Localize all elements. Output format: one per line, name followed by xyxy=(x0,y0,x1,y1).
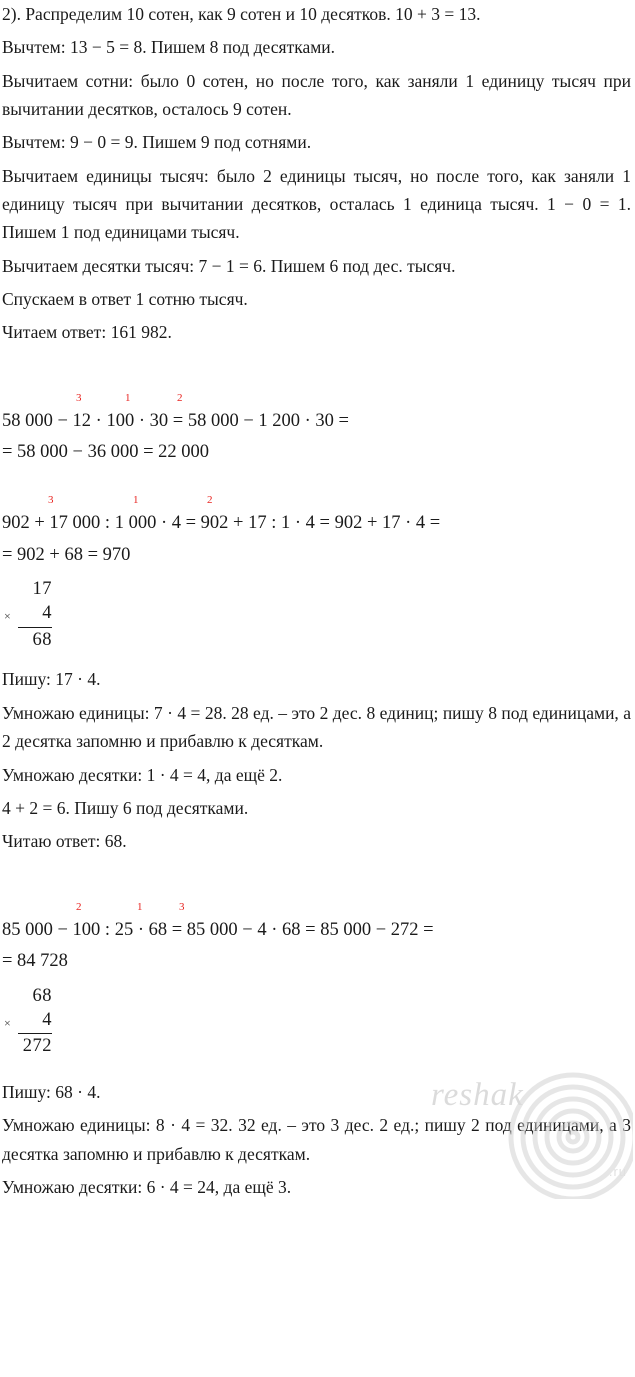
factor-bottom: 4 xyxy=(42,603,52,624)
expression-line: = 84 728 xyxy=(2,951,68,972)
operation-order-marks xyxy=(0,901,635,916)
multiplication-row xyxy=(18,985,52,1009)
paragraph: Вычтем: 9 − 0 = 9. Пишем 9 под сотнями. xyxy=(2,132,312,153)
order-mark: 1 xyxy=(137,900,143,913)
factor-top: 68 xyxy=(32,985,52,1006)
vertical-spacer xyxy=(0,1065,635,1078)
paragraph: Спускаем в ответ 1 сотню тысяч. xyxy=(2,289,248,310)
expression-block-1 xyxy=(0,392,635,467)
operation-order-marks xyxy=(0,392,635,407)
vertical-spacer xyxy=(0,861,635,901)
order-mark: 1 xyxy=(125,391,131,404)
paragraph: Умножаю десятки: 1 · 4 = 4, да ещё 2. xyxy=(2,764,283,785)
order-mark: 2 xyxy=(207,494,213,507)
paragraph: Читаем ответ: 161 982. xyxy=(2,322,172,343)
expression-line: 902 + 17 000 : 1 000 · 4 = 902 + 17 : 1 · 4 = 902 + 17 · 4 = xyxy=(2,513,441,534)
multiplication-row xyxy=(4,602,52,626)
paragraph: Читаю ответ: 68. xyxy=(2,831,127,852)
expression-line: 85 000 − 100 : 25 · 68 = 85 000 − 4 · 68 = 85 000 − 272 = xyxy=(2,919,434,940)
multiplication-sign-icon: × xyxy=(4,1015,11,1030)
expression-line: 58 000 − 12 · 100 · 30 = 58 000 − 1 200 · 30 = xyxy=(2,410,349,431)
order-mark: 3 xyxy=(179,900,185,913)
paragraph-block-1 xyxy=(0,0,635,347)
paragraph: 4 + 2 = 6. Пишу 6 под десятками. xyxy=(2,797,249,818)
vertical-spacer xyxy=(0,658,635,665)
paragraph: Умножаю десятки: 6 · 4 = 24, да ещё 3. xyxy=(2,1176,292,1197)
factor-bottom: 4 xyxy=(42,1009,52,1030)
paragraph: Вычтем: 13 − 5 = 8. Пишем 8 под десятками. xyxy=(2,37,336,58)
multiplication-sign-icon: × xyxy=(4,609,11,624)
column-multiplication-1 xyxy=(0,578,52,652)
order-mark: 2 xyxy=(76,900,82,913)
multiplication-result-row xyxy=(18,627,52,653)
column-multiplication-2 xyxy=(0,985,52,1059)
paragraph: Вычитаем десятки тысяч: 7 − 1 = 6. Пишем 6 под дес. тысяч. xyxy=(2,255,456,276)
expression-line: = 58 000 − 36 000 = 22 000 xyxy=(2,442,210,463)
operation-order-marks xyxy=(0,494,635,509)
vertical-spacer xyxy=(0,352,635,392)
expression-line: = 902 + 68 = 970 xyxy=(2,544,131,565)
paragraph: Вычитаем единицы тысяч: было 2 единицы тысяч, но после того, как заняли 1 единицу тысяч при вычитании десятков, осталась 1 единица тысяч. 1 − 0 = 1. Пишем 1 под единицами тысяч. xyxy=(2,165,631,243)
paragraph: Умножаю единицы: 7 · 4 = 28. 28 ед. – это 2 дес. 8 единиц; пишу 8 под единицами, а 2 десятка запомню и прибавлю к десяткам. xyxy=(2,702,631,752)
paragraph: Вычитаем сотни: было 0 сотен, но после того, как заняли 1 единицу тысяч при вычитании десятков, осталось 9 сотен. xyxy=(2,70,631,120)
watermark-text: reshak xyxy=(431,1077,524,1114)
factor-top: 17 xyxy=(32,579,52,600)
paragraph-block-3 xyxy=(0,1078,635,1201)
multiplication-row xyxy=(18,578,52,602)
order-mark: 1 xyxy=(133,494,139,507)
expression-block-3 xyxy=(0,901,635,976)
paragraph: Пишу: 17 · 4. xyxy=(2,669,101,690)
paragraph: Пишу: 68 · 4. xyxy=(2,1081,101,1102)
paragraph: Умножаю единицы: 8 · 4 = 32. 32 ед. – это 3 дес. 2 ед.; пишу 2 под единицами, а 3 десятка запомню и прибавлю к десяткам. xyxy=(2,1115,631,1164)
vertical-spacer xyxy=(0,470,635,494)
expression-block-2 xyxy=(0,494,635,569)
order-mark: 3 xyxy=(48,494,54,507)
product: 68 xyxy=(32,629,52,650)
order-mark: 3 xyxy=(76,391,82,404)
product: 272 xyxy=(22,1036,52,1057)
order-mark: 2 xyxy=(177,391,183,404)
multiplication-result-row xyxy=(18,1033,52,1059)
paragraph: 2). Распределим 10 сотен, как 9 сотен и 10 десятков. 10 + 3 = 13. xyxy=(2,4,481,24)
paragraph-block-2 xyxy=(0,665,635,855)
multiplication-row xyxy=(4,1009,52,1033)
watermark-domain: .ru xyxy=(608,1164,627,1180)
